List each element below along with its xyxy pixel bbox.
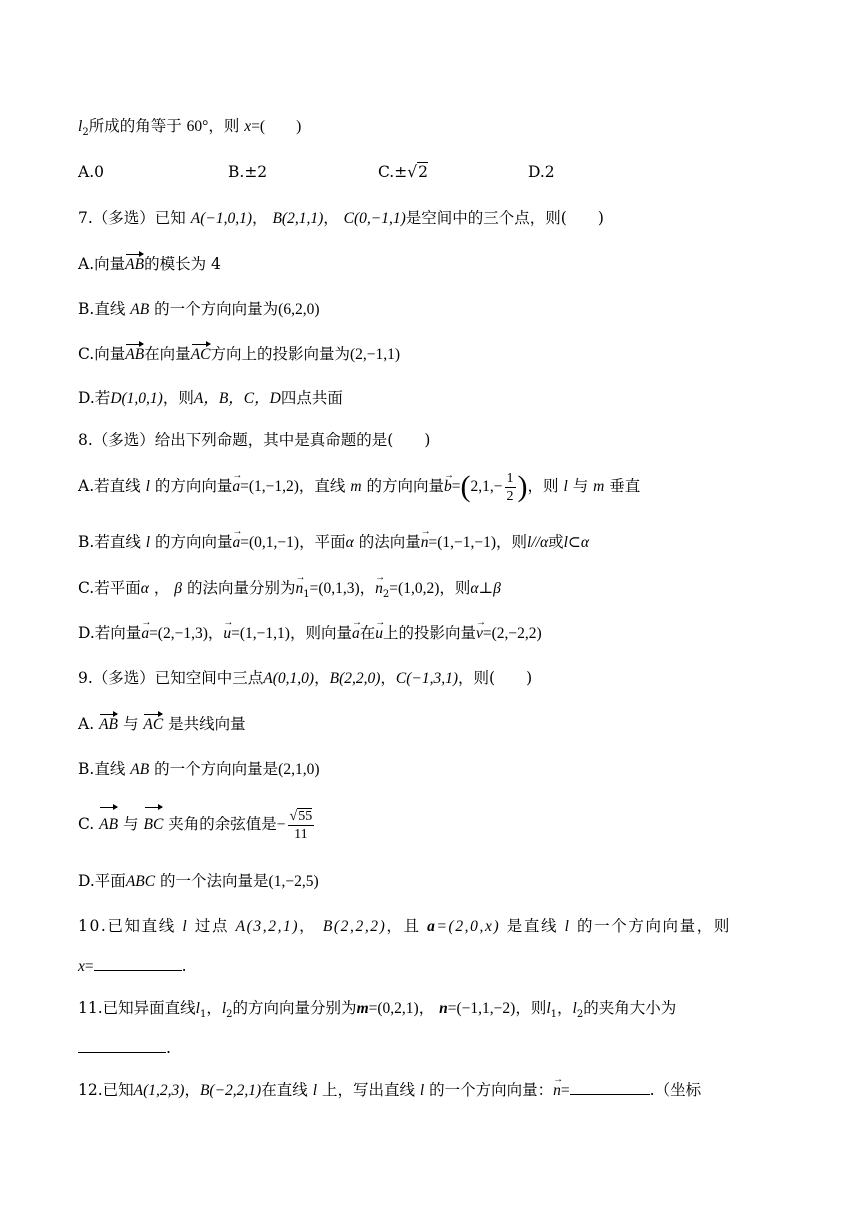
- q8-option-c: C.若平面α ， β 的法向量分别为$n \to_1=(0,1,3)$，$n \to_2=(1,0,2)$，则α⊥β: [78, 576, 501, 607]
- q6-option-d: D.2: [528, 163, 555, 181]
- q6-option-c: C.±√2: [378, 163, 428, 181]
- q7-stem: 7.（多选）已知 A(−1,0,1)， B(2,1,1)， C(0,−1,1)是空间中的三个点，则( ): [78, 209, 604, 227]
- q9-stem: 9.（多选）已知空间中三点A(0,1,0)，B(2,2,0)，C(−1,3,1)，则( ): [78, 669, 533, 687]
- q8-option-b: B.若直线 l 的方向向量a →=(0,1,−1)，平面α 的法向量n →=(1,−1,−1)，则l//α或l⊂α: [78, 530, 589, 555]
- q7-option-c: C.向量AB在向量AC方向上的投影向量为(2,−1,1): [78, 342, 400, 367]
- q10-answer-blank[interactable]: [94, 956, 182, 971]
- q11-answer-blank[interactable]: [78, 1038, 166, 1053]
- q12-answer-blank[interactable]: [570, 1080, 650, 1095]
- q9-option-a: A. AB 与 AC 是共线向量: [78, 712, 246, 737]
- q7-option-d: D.若D(1,0,1)，则A，B，C，D四点共面: [78, 389, 343, 407]
- q8-stem: 8.（多选）给出下列命题，其中是真命题的是( ): [78, 431, 431, 449]
- q7-option-b: B.直线 AB 的一个方向向量为(6,2,0): [78, 300, 320, 318]
- q7-option-a: A.向量AB的模长为 4: [78, 252, 221, 277]
- q10-line-2: x= .: [78, 957, 187, 975]
- q10-line-1: 10.已知直线 l 过点 A(3,2,1)， B(2,2,2)，且 a=(2,0,x) 是直线 l 的一个方向向量，则: [78, 917, 731, 935]
- q6-option-b: B.±2: [228, 163, 268, 181]
- q9-option-c: C. AB 与 BC 夹角的余弦值是− $\frac{√55}{11}$: [78, 805, 316, 844]
- q11-line-2: .: [78, 1036, 171, 1060]
- q6-option-a: A.0: [78, 163, 104, 181]
- q12-line-1: 12.已知A(1,2,3)，B(−2,2,1)在直线 l 上，写出直线 l 的一个方向向量：n →= .（坐标: [78, 1078, 701, 1103]
- q8-option-d: D.若向量a →=(2,−1,3)，u →=(1,−1,1)，则向量a →在u →上的投影向量v →=(2,−2,2): [78, 621, 542, 646]
- q11-line-1: 11.已知异面直线$l_1$，$l_2$的方向向量分别为m=(0,2,1)， n=(−1,1,−2)，则$l_1$，$l_2$的夹角大小为: [78, 999, 677, 1021]
- q6-tail-line: $l_2$所成的角等于 60°，则 x=( ): [78, 117, 302, 139]
- q9-option-d: D.平面ABC 的一个法向量是(1,−2,5): [78, 872, 319, 890]
- q8-option-a: A.若直线 l 的方向向量a →=(1,−1,2)，直线 m 的方向向量b →=(2,1,− $\frac{1}{2}$ )，则 l 与 m 垂直: [78, 466, 640, 507]
- q9-option-b: B.直线 AB 的一个方向向量是(2,1,0): [78, 760, 320, 778]
